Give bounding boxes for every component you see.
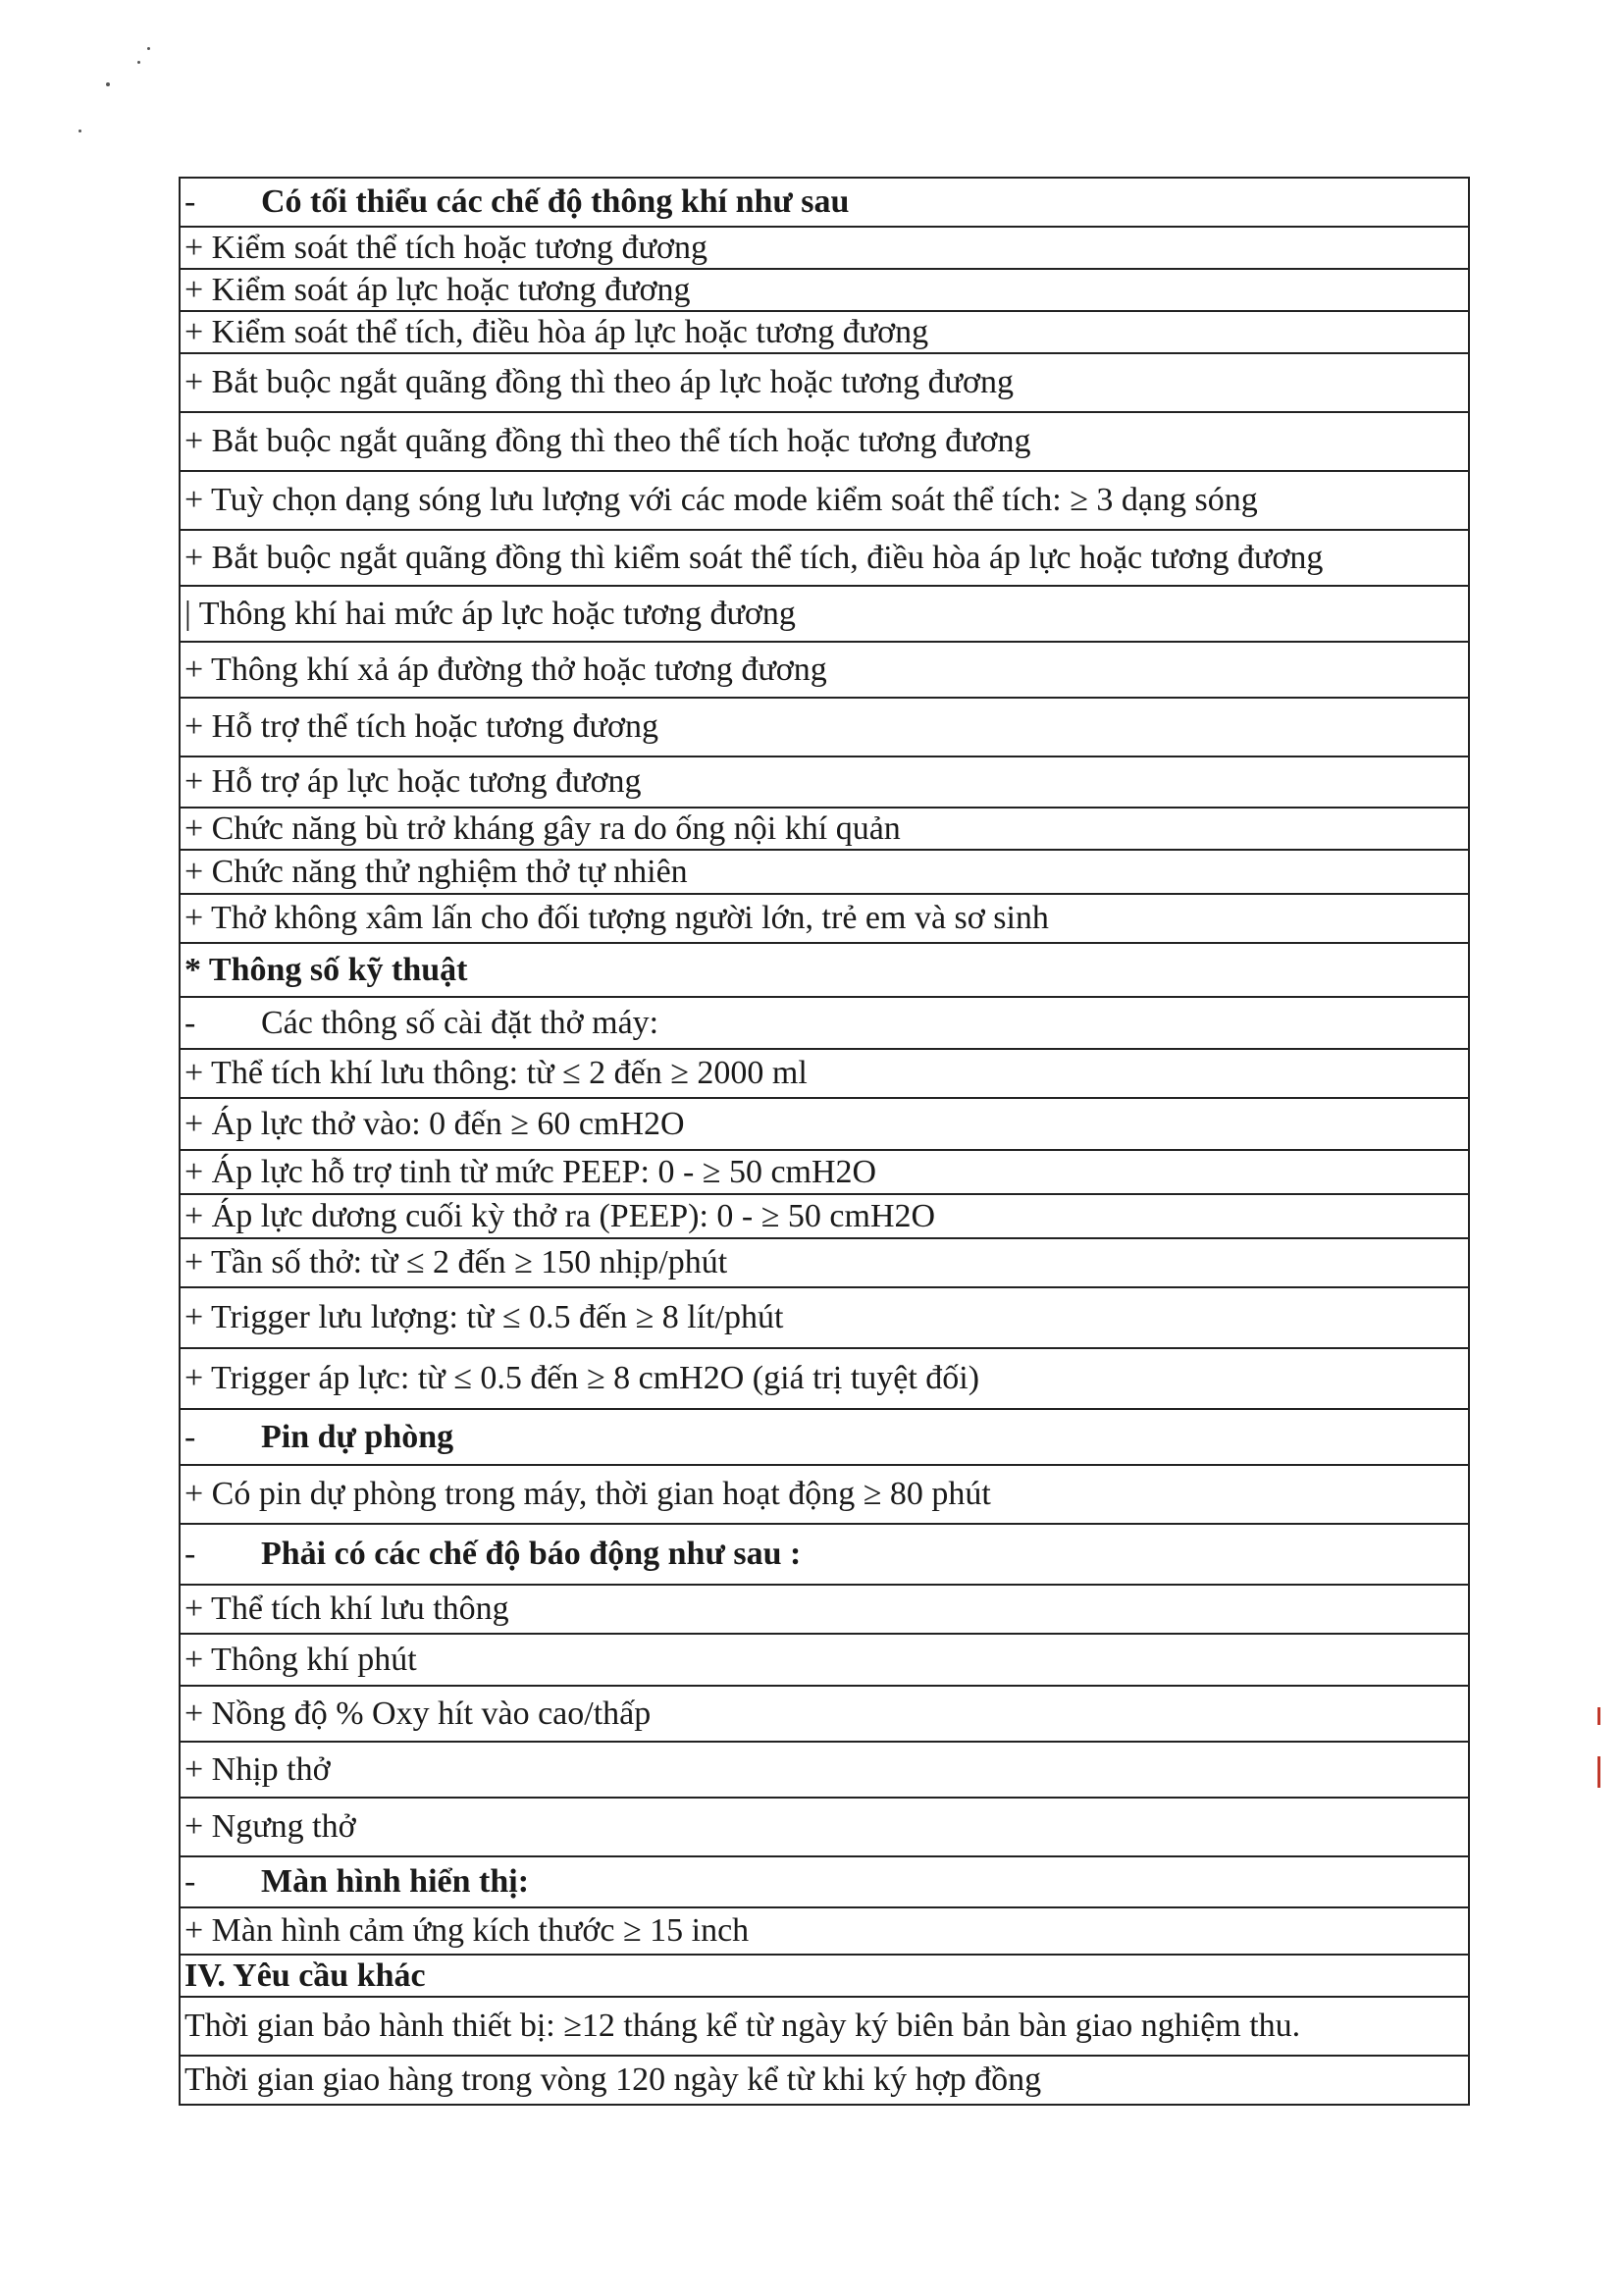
- table-row: [180, 808, 1469, 850]
- item-text: + Trigger áp lực: từ ≤ 0.5 đến ≥ 8 cmH2O (giá trị tuyệt đối): [184, 1360, 980, 1396]
- item-text: + Có pin dự phòng trong máy, thời gian hoạt động ≥ 80 phút: [184, 1476, 991, 1512]
- table-cell: [180, 2056, 1469, 2105]
- table-row: [180, 1238, 1469, 1287]
- table-cell: [180, 1997, 1469, 2056]
- table-cell: [180, 642, 1469, 698]
- header-text: * Thông số kỹ thuật: [184, 951, 468, 988]
- table-cell: [180, 586, 1469, 642]
- table-row: [180, 850, 1469, 894]
- table-row: [180, 997, 1469, 1049]
- table-row: [180, 1742, 1469, 1798]
- item-text: + Thở không xâm lấn cho đối tượng người lớn, trẻ em và sơ sinh: [184, 900, 1049, 936]
- item-text: + Bắt buộc ngắt quãng đồng thì theo thể tích hoặc tương đương: [184, 423, 1031, 459]
- table-cell: [180, 698, 1469, 757]
- table-cell: [180, 1409, 1469, 1465]
- table-row: [180, 2056, 1469, 2105]
- table-row: [180, 1585, 1469, 1634]
- item-text: + Hỗ trợ thể tích hoặc tương đương: [184, 708, 658, 745]
- table-cell: [180, 1238, 1469, 1287]
- table-row: [180, 1907, 1469, 1955]
- table-row: [180, 1856, 1469, 1907]
- item-text: + Ngưng thở: [184, 1808, 356, 1845]
- table-cell: [180, 471, 1469, 530]
- table-row: [180, 894, 1469, 943]
- item-text: + Hỗ trợ áp lực hoặc tương đương: [184, 763, 642, 800]
- item-text: + Kiểm soát thể tích, điều hòa áp lực hoặc tương đương: [184, 313, 929, 350]
- table-cell: [180, 757, 1469, 808]
- table-row: [180, 311, 1469, 353]
- table-cell: [180, 178, 1469, 227]
- scan-speck: [147, 47, 150, 50]
- table-row: [180, 698, 1469, 757]
- table-cell: [180, 1856, 1469, 1907]
- table-cell: [180, 1465, 1469, 1524]
- table-row: [180, 586, 1469, 642]
- table-row: [180, 1098, 1469, 1150]
- table-row: [180, 757, 1469, 808]
- item-text: + Áp lực dương cuối kỳ thở ra (PEEP): 0 - ≥ 50 cmH2O: [184, 1197, 936, 1234]
- item-text: + Áp lực thở vào: 0 đến ≥ 60 cmH2O: [184, 1105, 685, 1142]
- scan-red-mark: [1597, 1756, 1600, 1788]
- scan-speck: [106, 82, 110, 86]
- table-row: [180, 1287, 1469, 1348]
- item-text: Thời gian bảo hành thiết bị: ≥12 tháng kể từ ngày ký biên bản bàn giao nghiệm thu.: [184, 2008, 1301, 2044]
- scan-red-mark: [1597, 1707, 1600, 1725]
- subsection-text: Các thông số cài đặt thở máy:: [261, 1004, 659, 1041]
- table-cell: [180, 412, 1469, 471]
- item-text: + Chức năng bù trở kháng gây ra do ống nội khí quản: [184, 809, 901, 847]
- section-text: Màn hình hiển thị:: [261, 1863, 530, 1900]
- table-cell: [180, 1049, 1469, 1098]
- section-text: Pin dự phòng: [261, 1418, 454, 1455]
- item-text: + Kiểm soát áp lực hoặc tương đương: [184, 271, 691, 308]
- table-row: [180, 353, 1469, 412]
- item-text: + Tần số thở: từ ≤ 2 đến ≥ 150 nhịp/phút: [184, 1244, 728, 1280]
- item-text: + Bắt buộc ngắt quãng đồng thì theo áp lực hoặc tương đương: [184, 364, 1015, 400]
- table-cell: [180, 311, 1469, 353]
- table-row: [180, 1465, 1469, 1524]
- item-text: + Áp lực hỗ trợ tinh từ mức PEEP: 0 - ≥ 50 cmH2O: [184, 1153, 877, 1190]
- table-cell: [180, 850, 1469, 894]
- table-cell: [180, 943, 1469, 997]
- item-text: | Thông khí hai mức áp lực hoặc tương đương: [184, 595, 796, 632]
- section-text: Phải có các chế độ báo động như sau :: [261, 1536, 802, 1572]
- item-text: + Nhịp thở: [184, 1750, 331, 1788]
- item-text: + Thể tích khí lưu thông: [184, 1591, 509, 1627]
- item-text: + Trigger lưu lượng: từ ≤ 0.5 đến ≥ 8 lít/phút: [184, 1299, 784, 1335]
- dash-marker: -: [184, 1004, 196, 1041]
- table-cell: [180, 1686, 1469, 1742]
- dash-marker: -: [184, 1418, 196, 1455]
- table-row: [180, 1150, 1469, 1194]
- table-row: [180, 1798, 1469, 1856]
- dash-marker: -: [184, 1863, 196, 1900]
- table-cell: [180, 1742, 1469, 1798]
- table-cell: [180, 1798, 1469, 1856]
- table-row: [180, 1634, 1469, 1686]
- table-row: [180, 642, 1469, 698]
- table-cell: [180, 894, 1469, 943]
- table-row: [180, 1955, 1469, 1997]
- item-text: + Nồng độ % Oxy hít vào cao/thấp: [184, 1695, 652, 1732]
- table-row: [180, 471, 1469, 530]
- table-cell: [180, 1524, 1469, 1585]
- table-cell: [180, 808, 1469, 850]
- table-cell: [180, 1348, 1469, 1409]
- table-cell: [180, 1907, 1469, 1955]
- table-cell: [180, 1585, 1469, 1634]
- item-text: + Màn hình cảm ứng kích thước ≥ 15 inch: [184, 1912, 750, 1949]
- table-cell: [180, 1098, 1469, 1150]
- item-text: Thời gian giao hàng trong vòng 120 ngày kể từ khi ký hợp đồng: [184, 2061, 1042, 2098]
- table-row: [180, 1194, 1469, 1238]
- table-row: [180, 1997, 1469, 2056]
- table-row: [180, 1686, 1469, 1742]
- table-cell: [180, 227, 1469, 269]
- header-text: IV. Yêu cầu khác: [184, 1957, 426, 1994]
- table-row: [180, 269, 1469, 311]
- table-cell: [180, 1194, 1469, 1238]
- item-text: + Thông khí xả áp đường thở hoặc tương đương: [184, 651, 827, 688]
- table-row: [180, 1049, 1469, 1098]
- item-text: + Tuỳ chọn dạng sóng lưu lượng với các mode kiểm soát thể tích: ≥ 3 dạng sóng: [184, 482, 1258, 518]
- section-text: Có tối thiểu các chế độ thông khí như sau: [261, 183, 850, 220]
- item-text: + Thông khí phút: [184, 1641, 417, 1678]
- table-cell: [180, 1150, 1469, 1194]
- table-cell: [180, 530, 1469, 586]
- table-cell: [180, 1634, 1469, 1686]
- table-cell: [180, 269, 1469, 311]
- dash-marker: -: [184, 183, 196, 220]
- table-cell: [180, 353, 1469, 412]
- table-row: [180, 1348, 1469, 1409]
- table-cell: [180, 997, 1469, 1049]
- specification-table: [179, 177, 1470, 2106]
- item-text: + Kiểm soát thể tích hoặc tương đương: [184, 229, 707, 266]
- item-text: + Chức năng thử nghiệm thở tự nhiên: [184, 853, 688, 890]
- table-row: [180, 227, 1469, 269]
- table-row: [180, 1409, 1469, 1465]
- table-row: [180, 530, 1469, 586]
- scan-speck: [79, 130, 81, 132]
- table-cell: [180, 1287, 1469, 1348]
- table-cell: [180, 1955, 1469, 1997]
- specification-table-body: [180, 178, 1469, 2105]
- table-row: [180, 943, 1469, 997]
- table-row: [180, 178, 1469, 227]
- item-text: + Bắt buộc ngắt quãng đồng thì kiểm soát thể tích, điều hòa áp lực hoặc tương đương: [184, 539, 1324, 576]
- dash-marker: -: [184, 1536, 196, 1572]
- table-row: [180, 412, 1469, 471]
- item-text: + Thể tích khí lưu thông: từ ≤ 2 đến ≥ 2000 ml: [184, 1055, 808, 1091]
- scan-speck: [137, 61, 140, 64]
- table-row: [180, 1524, 1469, 1585]
